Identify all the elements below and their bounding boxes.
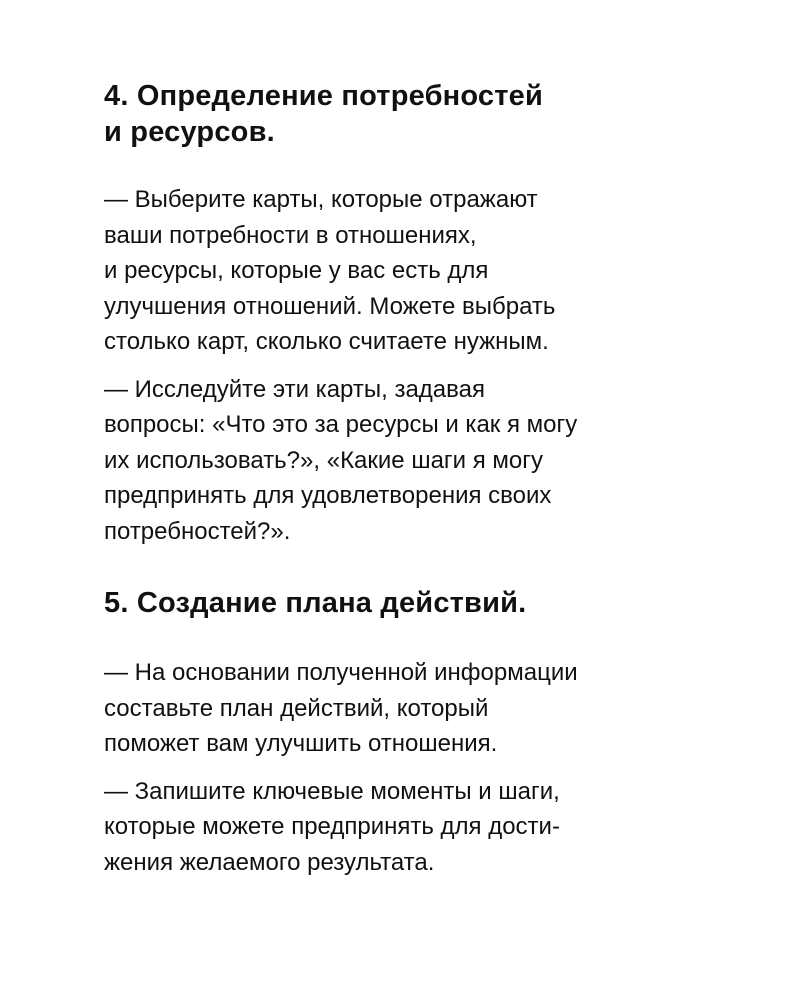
text-line: предпринять для удовлетворения своих (104, 482, 552, 509)
text-line: их использовать?», «Какие шаги я могу (104, 446, 544, 474)
text-line: ваши потребности в отношениях, (104, 221, 477, 249)
text-line: столько карт, сколько считаете нужным. (104, 328, 549, 355)
paragraph-write-down-steps (104, 774, 754, 881)
text-line: потребностей?». (104, 517, 291, 545)
document-page (104, 78, 754, 880)
section-heading-needs-resources (104, 78, 754, 150)
text-line: — Выберите карты, которые отражают (104, 186, 538, 213)
paragraph-make-plan (104, 655, 754, 762)
paragraph-explore-cards (104, 372, 754, 550)
text-line: вопросы: «Что это за ресурсы и как я могу (104, 411, 578, 438)
text-line: поможет вам улучшить отношения. (104, 730, 498, 757)
paragraph-choose-cards (104, 182, 754, 360)
text-line: — Запишите ключевые моменты и шаги, (104, 777, 560, 805)
heading-line: 4. Определение потребностей (104, 80, 544, 112)
text-line: улучшения отношений. Можете выбрать (104, 292, 556, 320)
section-heading-action-plan (104, 585, 754, 621)
text-line: и ресурсы, которые у вас есть для (104, 257, 489, 284)
heading-line: и ресурсов. (104, 116, 275, 148)
text-line: которые можете предпринять для дости- (104, 813, 560, 840)
text-line: жения желаемого результата. (104, 848, 435, 876)
text-line: — На основании полученной информации (104, 659, 578, 686)
heading-line: 5. Создание плана действий. (104, 587, 527, 619)
text-line: составьте план действий, который (104, 694, 489, 722)
text-line: — Исследуйте эти карты, задавая (104, 375, 485, 403)
